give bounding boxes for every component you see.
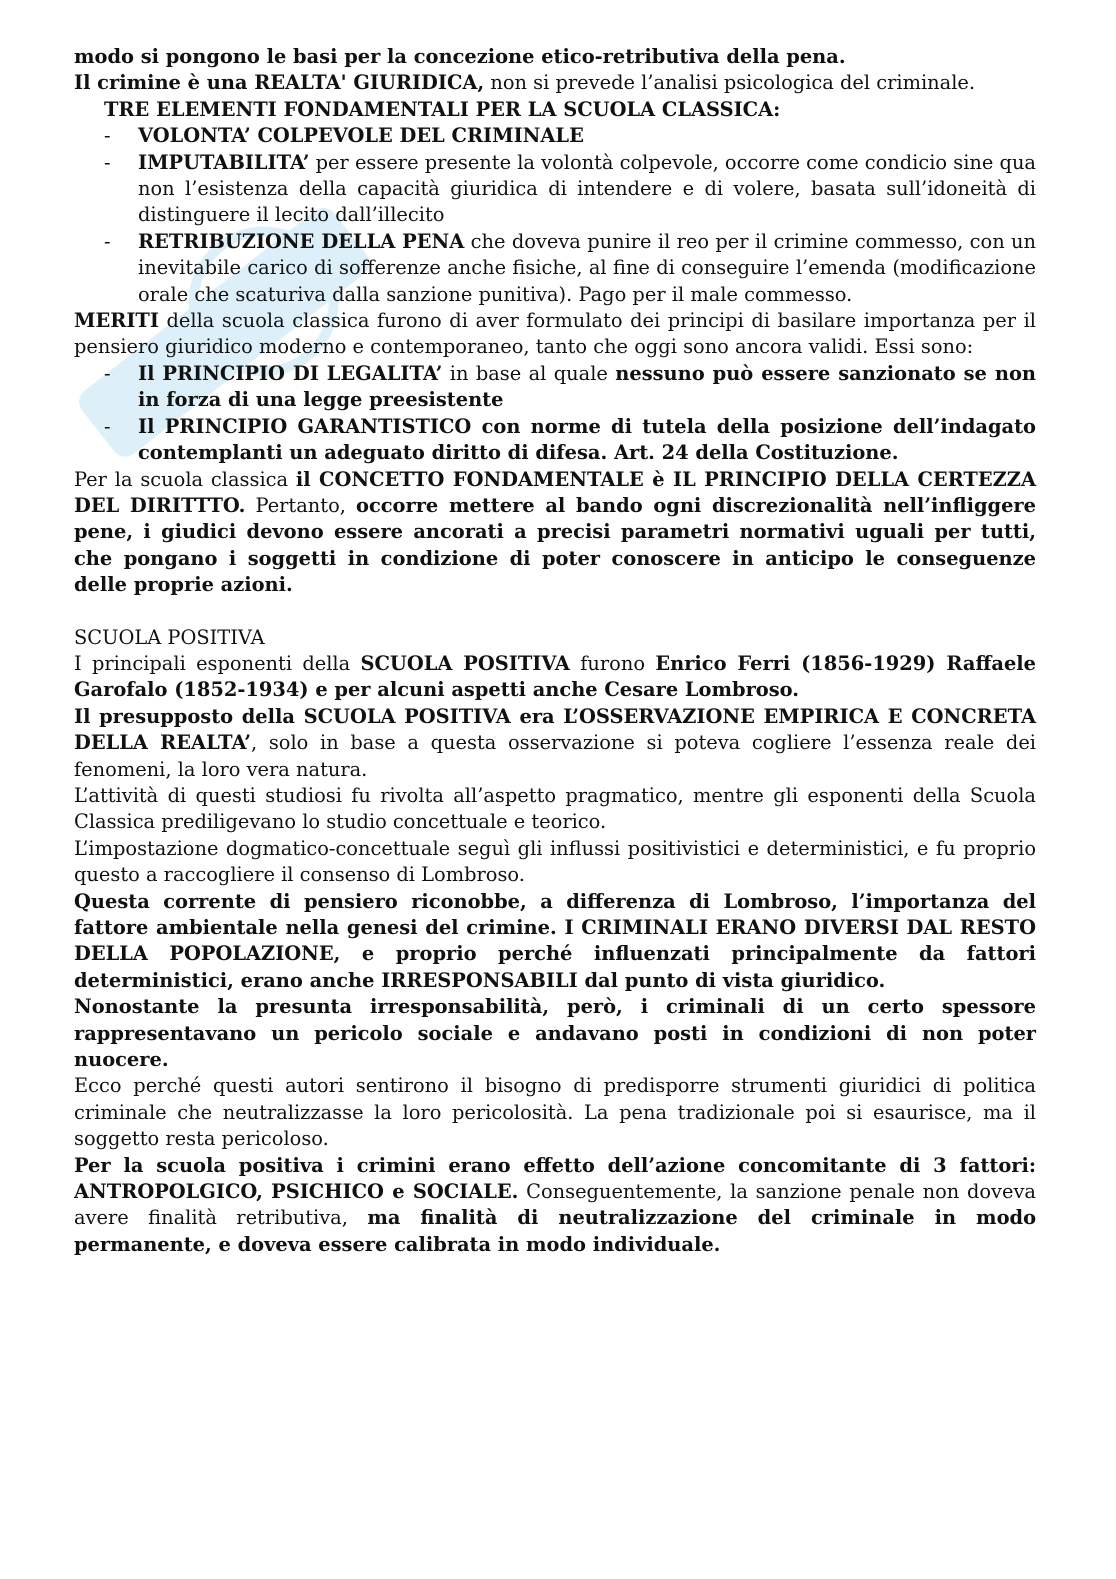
positiva-paragraph: L’attività di questi studiosi fu rivolta all’aspetto pragmatico, mentre gli esponenti della Scuola Classica prediligevano lo studio concettuale e teorico. [74,783,1036,834]
bullet: - [104,124,111,148]
bullet: - [104,361,111,385]
bullet: - [104,229,111,253]
list-item: - Il PRINCIPIO DI LEGALITA’ in base al quale nessuno può essere sanzionato se non in forza di una legge preesistente [104,361,1036,412]
positiva-paragraph: Per la scuola positiva i crimini erano effetto dell’azione concomitante di 3 fattori: ANTROPOLGICO, PSICHICO e SOCIALE. Conseguentemente, la sanzione penale non doveva avere finalità retributiva, ma finalità di neutralizzazione del criminale in modo permanente, e doveva essere calibrata in modo individuale. [74,1153,1036,1256]
section-heading-elements: TRE ELEMENTI FONDAMENTALI PER LA SCUOLA CLASSICA: [104,97,781,121]
list-item: - IMPUTABILITA’ per essere presente la volontà colpevole, occorre come condicio sine qua non l’esistenza della capacità giuridica di intendere e di volere, basata sull’idoneità di distinguere il lecito dall’illecito [104,150,1036,227]
positiva-paragraph: Il presupposto della SCUOLA POSITIVA era L’OSSERVAZIONE EMPIRICA E CONCRETA DELLA REALTA’, solo in base a questa osservazione si poteva cogliere l’essenza reale dei fenomeni, la loro vera natura. [74,704,1036,781]
document-page [74,44,1036,1258]
intro-paragraph: Il crimine è una REALTA' GIURIDICA, non si prevede l’analisi psicologica del criminale. [74,71,976,95]
bullet: - [104,150,111,174]
intro-line: modo si pongono le basi per la concezione etico-retributiva della pena. [74,45,846,68]
certezza-paragraph: Per la scuola classica il CONCETTO FONDAMENTALE è IL PRINCIPIO DELLA CERTEZZA DEL DIRITTTO. Pertanto, occorre mettere al bando ogni discrezionalità nell’infliggere pene, i giudici devono essere ancorati a precisi parametri normativi uguali per tutti, che pongano i soggetti in condizione di poter conoscere in anticipo le conseguenze delle proprie azioni. [74,467,1036,597]
positiva-paragraph: Questa corrente di pensiero riconobbe, a differenza di Lombroso, l’importanza del fattore ambientale nella genesi del crimine. I CRIMINALI ERANO DIVERSI DAL RESTO DELLA POPOLAZIONE, e proprio perché influenzati principalmente da fattori deterministici, erano anche IRRESPONSABILI dal punto di vista giuridico. [74,889,1036,992]
elements-list [74,123,1036,308]
list-item: - VOLONTA’ COLPEVOLE DEL CRIMINALE [74,123,1036,149]
principles-list [74,361,1036,467]
list-item: - RETRIBUZIONE DELLA PENA che doveva punire il reo per il crimine commesso, con un inevitabile carico di sofferenze anche fisiche, al fine di conseguire l’emenda (modificazione orale che scaturiva dalla sanzione punitiva). Pago per il male commesso. [104,229,1037,306]
positiva-paragraph: Nonostante la presunta irresponsabilità, però, i criminali di un certo spessore rappresentavano un pericolo sociale e andavano posti in condizioni di non poter nuocere. [74,995,1036,1072]
positiva-paragraph: I principali esponenti della SCUOLA POSITIVA furono Enrico Ferri (1856-1929) Raffaele Garofalo (1852-1934) e per alcuni aspetti anche Cesare Lombroso. [74,651,1036,702]
section-heading-positiva: SCUOLA POSITIVA [74,625,265,649]
positiva-paragraph: L’impostazione dogmatico-concettuale seguì gli influssi positivistici e deterministici, e fu proprio questo a raccogliere il consenso di Lombroso. [74,836,1036,887]
list-item: - Il PRINCIPIO GARANTISTICO con norme di tutela della posizione dell’indagato contemplanti un adeguato diritto di difesa. Art. 24 della Costituzione. [104,414,1036,465]
positiva-paragraph: Ecco perché questi autori sentirono il bisogno di predisporre strumenti giuridici di politica criminale che neutralizzasse la loro pericolosità. La pena tradizionale poi si esaurisce, ma il soggetto resta pericoloso. [74,1074,1036,1151]
bullet: - [104,414,111,438]
meriti-paragraph: MERITI della scuola classica furono di aver formulato dei principi di basilare importanza per il pensiero giuridico moderno e contemporaneo, tanto che oggi sono ancora validi. Essi sono: [74,309,1036,359]
